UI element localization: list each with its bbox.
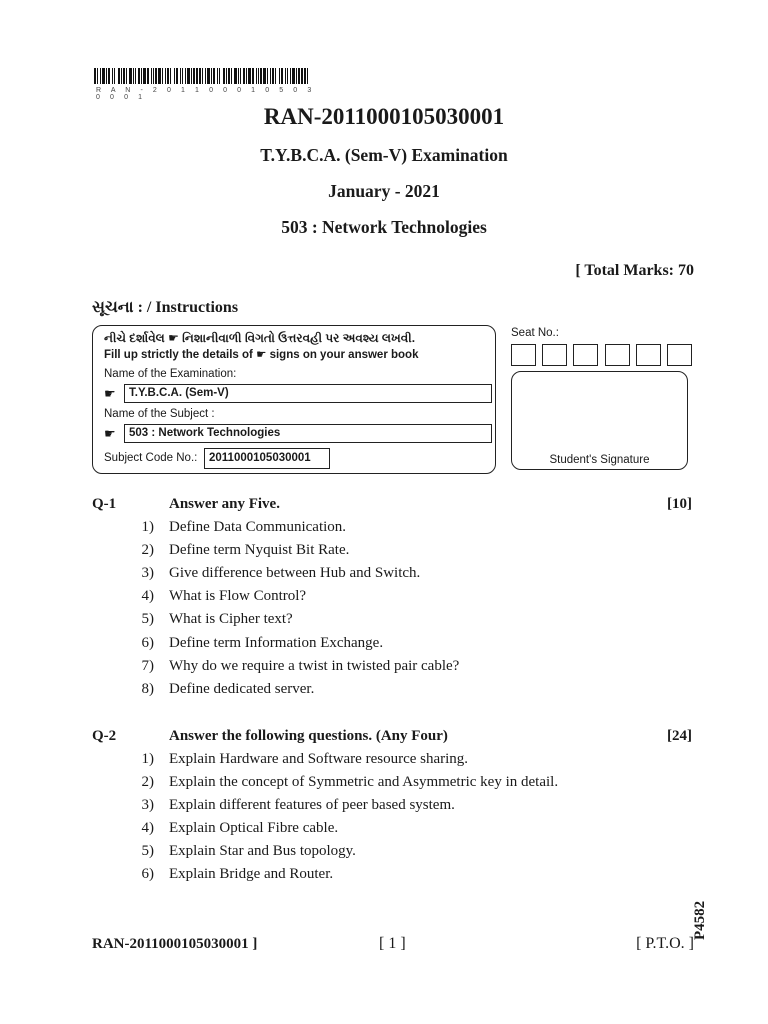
item-number: 1) xyxy=(141,751,154,767)
barcode-bar xyxy=(228,68,230,84)
barcode-bar xyxy=(256,68,257,84)
barcode-bar xyxy=(246,68,247,84)
barcode-bar xyxy=(272,68,274,84)
barcode-bar xyxy=(162,68,163,84)
barcode-bar xyxy=(170,68,171,84)
seat-digit-box xyxy=(511,344,536,366)
item-number: 5) xyxy=(141,843,154,859)
barcode-bar xyxy=(211,68,212,84)
question-item: What is Cipher text? xyxy=(169,611,293,627)
barcode-bar xyxy=(114,68,115,84)
barcode-bar xyxy=(108,68,110,84)
barcode-bar xyxy=(304,68,306,84)
barcode-bar xyxy=(258,68,259,84)
exam-title: T.Y.B.C.A. (Sem-V) Examination xyxy=(260,145,508,165)
barcode-bar xyxy=(180,68,181,84)
question-item: Explain Star and Bus topology. xyxy=(169,843,356,859)
barcode-bar xyxy=(260,68,262,84)
barcode-bar xyxy=(187,68,190,84)
barcode-bar xyxy=(240,68,241,84)
total-marks: [ Total Marks: 70 xyxy=(575,262,694,279)
barcode-bar xyxy=(112,68,113,84)
item-number: 1) xyxy=(141,519,154,535)
barcode-bar xyxy=(126,68,127,84)
question-item: Why do we require a twist in twisted pair cable? xyxy=(169,658,460,674)
question-heading: Answer any Five. xyxy=(169,496,280,512)
barcode-bar xyxy=(143,68,146,84)
barcode-bar xyxy=(202,68,203,84)
barcode-bar xyxy=(296,68,297,84)
item-number: 2) xyxy=(141,774,154,790)
question-item: Give difference between Hub and Switch. xyxy=(169,565,421,581)
seat-digit-box xyxy=(542,344,567,366)
item-number: 6) xyxy=(141,866,154,882)
barcode-bar xyxy=(174,68,175,84)
question-heading: Answer the following questions. (Any Four) xyxy=(169,728,448,744)
question-number: Q-2 xyxy=(92,728,117,744)
footer-pto: [ P.T.O. ] xyxy=(636,935,694,952)
question-item: Define dedicated server. xyxy=(169,681,315,697)
barcode-bar xyxy=(147,68,149,84)
exam-name-label: Name of the Examination: xyxy=(104,368,237,380)
seat-digit-box xyxy=(636,344,661,366)
pointing-hand-icon: ☛ xyxy=(104,426,116,441)
barcode-bar xyxy=(267,68,268,84)
barcode-bar xyxy=(207,68,210,84)
seat-digit-box xyxy=(667,344,692,366)
barcode-bar xyxy=(279,68,280,84)
signature-label: Student's Signature xyxy=(549,454,650,466)
barcode-bar xyxy=(298,68,300,84)
item-number: 6) xyxy=(141,635,154,651)
question-item: Explain Bridge and Router. xyxy=(169,866,334,882)
question-item: What is Flow Control? xyxy=(169,588,307,604)
subject-name-label: Name of the Subject : xyxy=(104,408,215,420)
question-item: Explain different features of peer based system. xyxy=(169,797,455,813)
gujarati-instruction: નીચે દર્શાવેલ ☛ નિશાનીવાળી વિગતો ઉત્તરવહી પર અવશ્ય લખવી. xyxy=(104,331,416,345)
barcode-bar xyxy=(223,68,225,84)
exam-date: January - 2021 xyxy=(328,181,440,201)
item-number: 3) xyxy=(141,797,154,813)
document-code: RAN-2011000105030001 xyxy=(263,104,505,129)
barcode-bar xyxy=(234,68,237,84)
barcode-bar xyxy=(205,68,206,84)
barcode-bar xyxy=(176,68,178,84)
barcode-bar xyxy=(213,68,215,84)
barcode-bar xyxy=(153,68,154,84)
seat-number-boxes xyxy=(511,344,698,366)
subject-name-field: 503 : Network Technologies xyxy=(124,424,492,443)
barcode-bar xyxy=(123,68,125,84)
question-item: Explain Hardware and Software resource sharing. xyxy=(169,751,469,767)
barcode-bar xyxy=(226,68,227,84)
subject-code-field: 2011000105030001 xyxy=(204,448,330,469)
barcode-bar xyxy=(292,68,295,84)
barcode-bar xyxy=(285,68,286,84)
question-item: Define term Information Exchange. xyxy=(169,635,384,651)
barcode-bar xyxy=(219,68,220,84)
barcode-bar xyxy=(100,68,101,84)
question-item: Explain Optical Fibre cable. xyxy=(169,820,339,836)
barcode-bar xyxy=(94,68,96,84)
barcode-bar xyxy=(102,68,105,84)
barcode-bar xyxy=(193,68,195,84)
question-marks: [10] xyxy=(667,496,692,512)
barcode-bar xyxy=(151,68,152,84)
barcode-bar xyxy=(118,68,120,84)
barcode-bar xyxy=(133,68,134,84)
subject-code-label: Subject Code No.: xyxy=(104,452,198,464)
barcode-bar xyxy=(129,68,132,84)
barcode-bar xyxy=(263,68,266,84)
barcode-bar xyxy=(217,68,218,84)
item-number: 4) xyxy=(141,820,154,836)
barcode-bar xyxy=(199,68,201,84)
barcode-bar xyxy=(238,68,239,84)
barcode-bar xyxy=(165,68,166,84)
item-number: 7) xyxy=(141,658,154,674)
barcode-bar xyxy=(301,68,303,84)
question-marks: [24] xyxy=(667,728,692,744)
barcode-bar xyxy=(185,68,186,84)
side-paper-code: P4582 xyxy=(692,900,708,940)
item-number: 5) xyxy=(141,611,154,627)
barcode-bar xyxy=(252,68,254,84)
item-number: 8) xyxy=(141,681,154,697)
barcode-bar xyxy=(158,68,161,84)
barcode-bar xyxy=(155,68,157,84)
subject-title: 503 : Network Technologies xyxy=(281,217,487,237)
pointing-hand-icon: ☛ xyxy=(104,386,116,401)
english-instruction: Fill up strictly the details of ☛ signs on your answer book xyxy=(104,349,419,361)
barcode-bar xyxy=(97,68,98,84)
barcode-bar xyxy=(275,68,276,84)
barcode-bar xyxy=(135,68,136,84)
seat-number-label: Seat No.: xyxy=(511,327,559,339)
footer-document-code: RAN-2011000105030001 ] xyxy=(92,936,258,952)
barcode-bar xyxy=(270,68,271,84)
item-number: 4) xyxy=(141,588,154,604)
barcode-text: R A N - 2 0 1 1 0 0 0 1 0 5 0 3 0 0 0 1 xyxy=(96,87,316,101)
exam-name-field: T.Y.B.C.A. (Sem-V) xyxy=(124,384,492,403)
barcode-bar xyxy=(287,68,288,84)
question-number: Q-1 xyxy=(92,496,117,512)
item-number: 2) xyxy=(141,542,154,558)
barcode-bar xyxy=(248,68,251,84)
barcode-bar xyxy=(307,68,308,84)
barcode-bar xyxy=(281,68,283,84)
barcode-bar xyxy=(231,68,232,84)
barcode-bar xyxy=(182,68,183,84)
instructions-heading: સૂચના : / Instructions xyxy=(92,299,239,316)
barcode-bar xyxy=(138,68,140,84)
question-item: Explain the concept of Symmetric and Asymmetric key in detail. xyxy=(169,774,559,790)
barcode-bar xyxy=(191,68,192,84)
item-number: 3) xyxy=(141,565,154,581)
barcode-bar xyxy=(167,68,169,84)
question-item: Define term Nyquist Bit Rate. xyxy=(169,542,350,558)
barcode-bar xyxy=(243,68,245,84)
barcode xyxy=(94,68,308,84)
barcode-bar xyxy=(196,68,198,84)
barcode-bar xyxy=(290,68,291,84)
seat-digit-box xyxy=(573,344,598,366)
question-item: Define Data Communication. xyxy=(169,519,347,535)
barcode-bar xyxy=(106,68,107,84)
footer-page-number: [ 1 ] xyxy=(379,935,406,952)
barcode-bar xyxy=(141,68,142,84)
seat-digit-box xyxy=(605,344,630,366)
barcode-bar xyxy=(121,68,122,84)
